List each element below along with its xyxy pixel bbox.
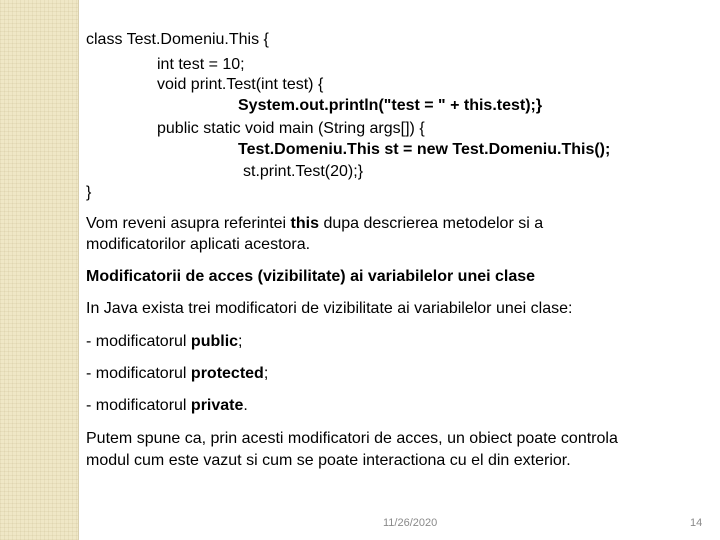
closing-paragraph-line1: Putem spune ca, prin acesti modificatori de acces, un obiect poate controla (86, 430, 618, 447)
section-heading: Modificatorii de acces (vizibilitate) ai variabilelor unei clase (86, 268, 536, 285)
code-println-statement: System.out.println("test = " + this.test);} (238, 97, 543, 114)
paragraph-this-reference-line2: modificatorilor aplicati acestora. (86, 236, 311, 253)
closing-paragraph-line2: modul cum este vazut si cum se poate interactiona cu el din exterior. (86, 452, 571, 469)
protected-keyword: protected (190, 365, 264, 382)
bullet-prefix: - modificatorul (86, 333, 191, 350)
code-call-statement: st.print.Test(20);} (243, 163, 364, 180)
public-keyword: public (190, 333, 239, 350)
list-item-protected (86, 364, 268, 384)
slide-number: 14 (690, 517, 703, 529)
footer-date: 11/26/2020 (383, 517, 438, 529)
paragraph-text: Vom reveni asupra referintei (86, 215, 291, 232)
code-closing-brace: } (86, 184, 92, 201)
code-main-declaration: public static void main (String args[]) { (157, 120, 425, 137)
bullet-end: ; (238, 333, 243, 350)
list-item-public (86, 332, 242, 352)
bullet-prefix: - modificatorul (86, 397, 191, 414)
intro-text: In Java exista trei modificatori de vizibilitate ai variabilelor unei clase: (86, 300, 573, 317)
bullet-end: . (243, 397, 248, 414)
paragraph-text: dupa descrierea metodelor si a (319, 215, 544, 232)
private-keyword: private (190, 397, 244, 414)
bullet-end: ; (263, 365, 269, 382)
list-item-private (86, 396, 248, 416)
code-method-declaration: void print.Test(int test) { (157, 76, 324, 93)
bullet-prefix: - modificatorul (86, 365, 191, 382)
this-keyword: this (290, 215, 319, 232)
paragraph-this-reference-line1 (86, 214, 543, 234)
code-new-statement: Test.Domeniu.This st = new Test.Domeniu.This(); (238, 141, 611, 158)
code-field-declaration: int test = 10; (157, 56, 245, 73)
code-class-declaration: class Test.Domeniu.This { (86, 31, 269, 48)
